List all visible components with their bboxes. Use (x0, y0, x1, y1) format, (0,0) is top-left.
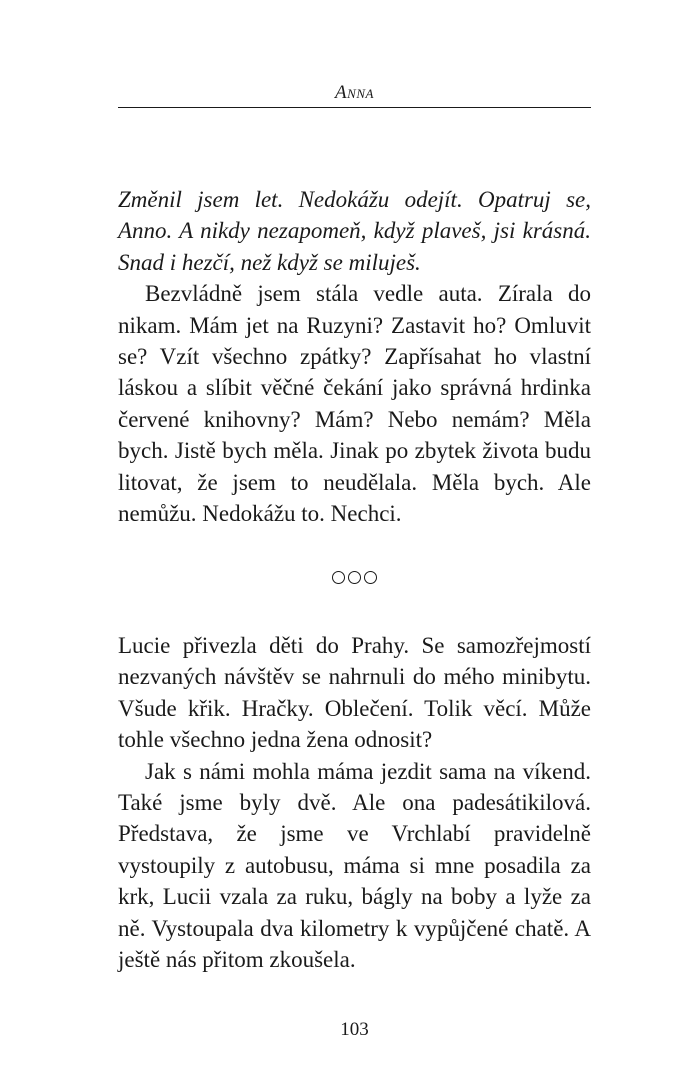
page-number: 103 (340, 1019, 369, 1040)
header-rule (118, 107, 591, 108)
italic-letter-paragraph: Změnil jsem let. Nedokážu odejít. Opatruj se, Anno. A nikdy nezapomeň, když plaveš, jsi krásná. Snad i hezčí, než když se miluješ. (118, 187, 591, 275)
ornament-circle-icon (364, 571, 377, 584)
body-paragraph: Bezvládně jsem stála vedle auta. Zírala do nikam. Mám jet na Ruzyni? Zastavit ho? Omluvit se? Vzít všechno zpátky? Zapřísahat ho vlastní láskou a slíbit věčné čekání jako správná hrdinka červené knihovny? Mám? Nebo nemám? Měla bych. Jistě bych měla. Jinak po zbytek života budu litovat, že jsem to neudělala. Měla bych. Ale nemůžu. Nedokážu to. Nechci. (118, 281, 591, 527)
body-paragraph: Jak s námi mohla máma jezdit sama na víkend. Také jsme byly dvě. Ale ona padesátikilová. Představa, že jsme ve Vrchlabí pravidelně vystoupily z autobusu, máma si mne posadila za krk, Lucii vzala za ruku, bágly na boby a lyže za ně. Vystoupala dva kilometry k vypůjčené chatě. A ještě nás přitom zkoušela. (118, 758, 591, 973)
ornament-circle-icon (332, 571, 345, 584)
section-break-ornament (118, 571, 591, 584)
running-head: Anna (335, 82, 374, 103)
ornament-circle-icon (348, 571, 361, 584)
body-paragraph: Lucie přivezla děti do Prahy. Se samozřejmostí nezvaných návštěv se nahrnuli do mého minibytu. Všude křik. Hračky. Oblečení. Tolik věcí. Může tohle všechno jedna žena odnosit? (118, 633, 591, 753)
text-block-section-2 (118, 630, 591, 975)
text-block-section-1 (118, 184, 591, 529)
